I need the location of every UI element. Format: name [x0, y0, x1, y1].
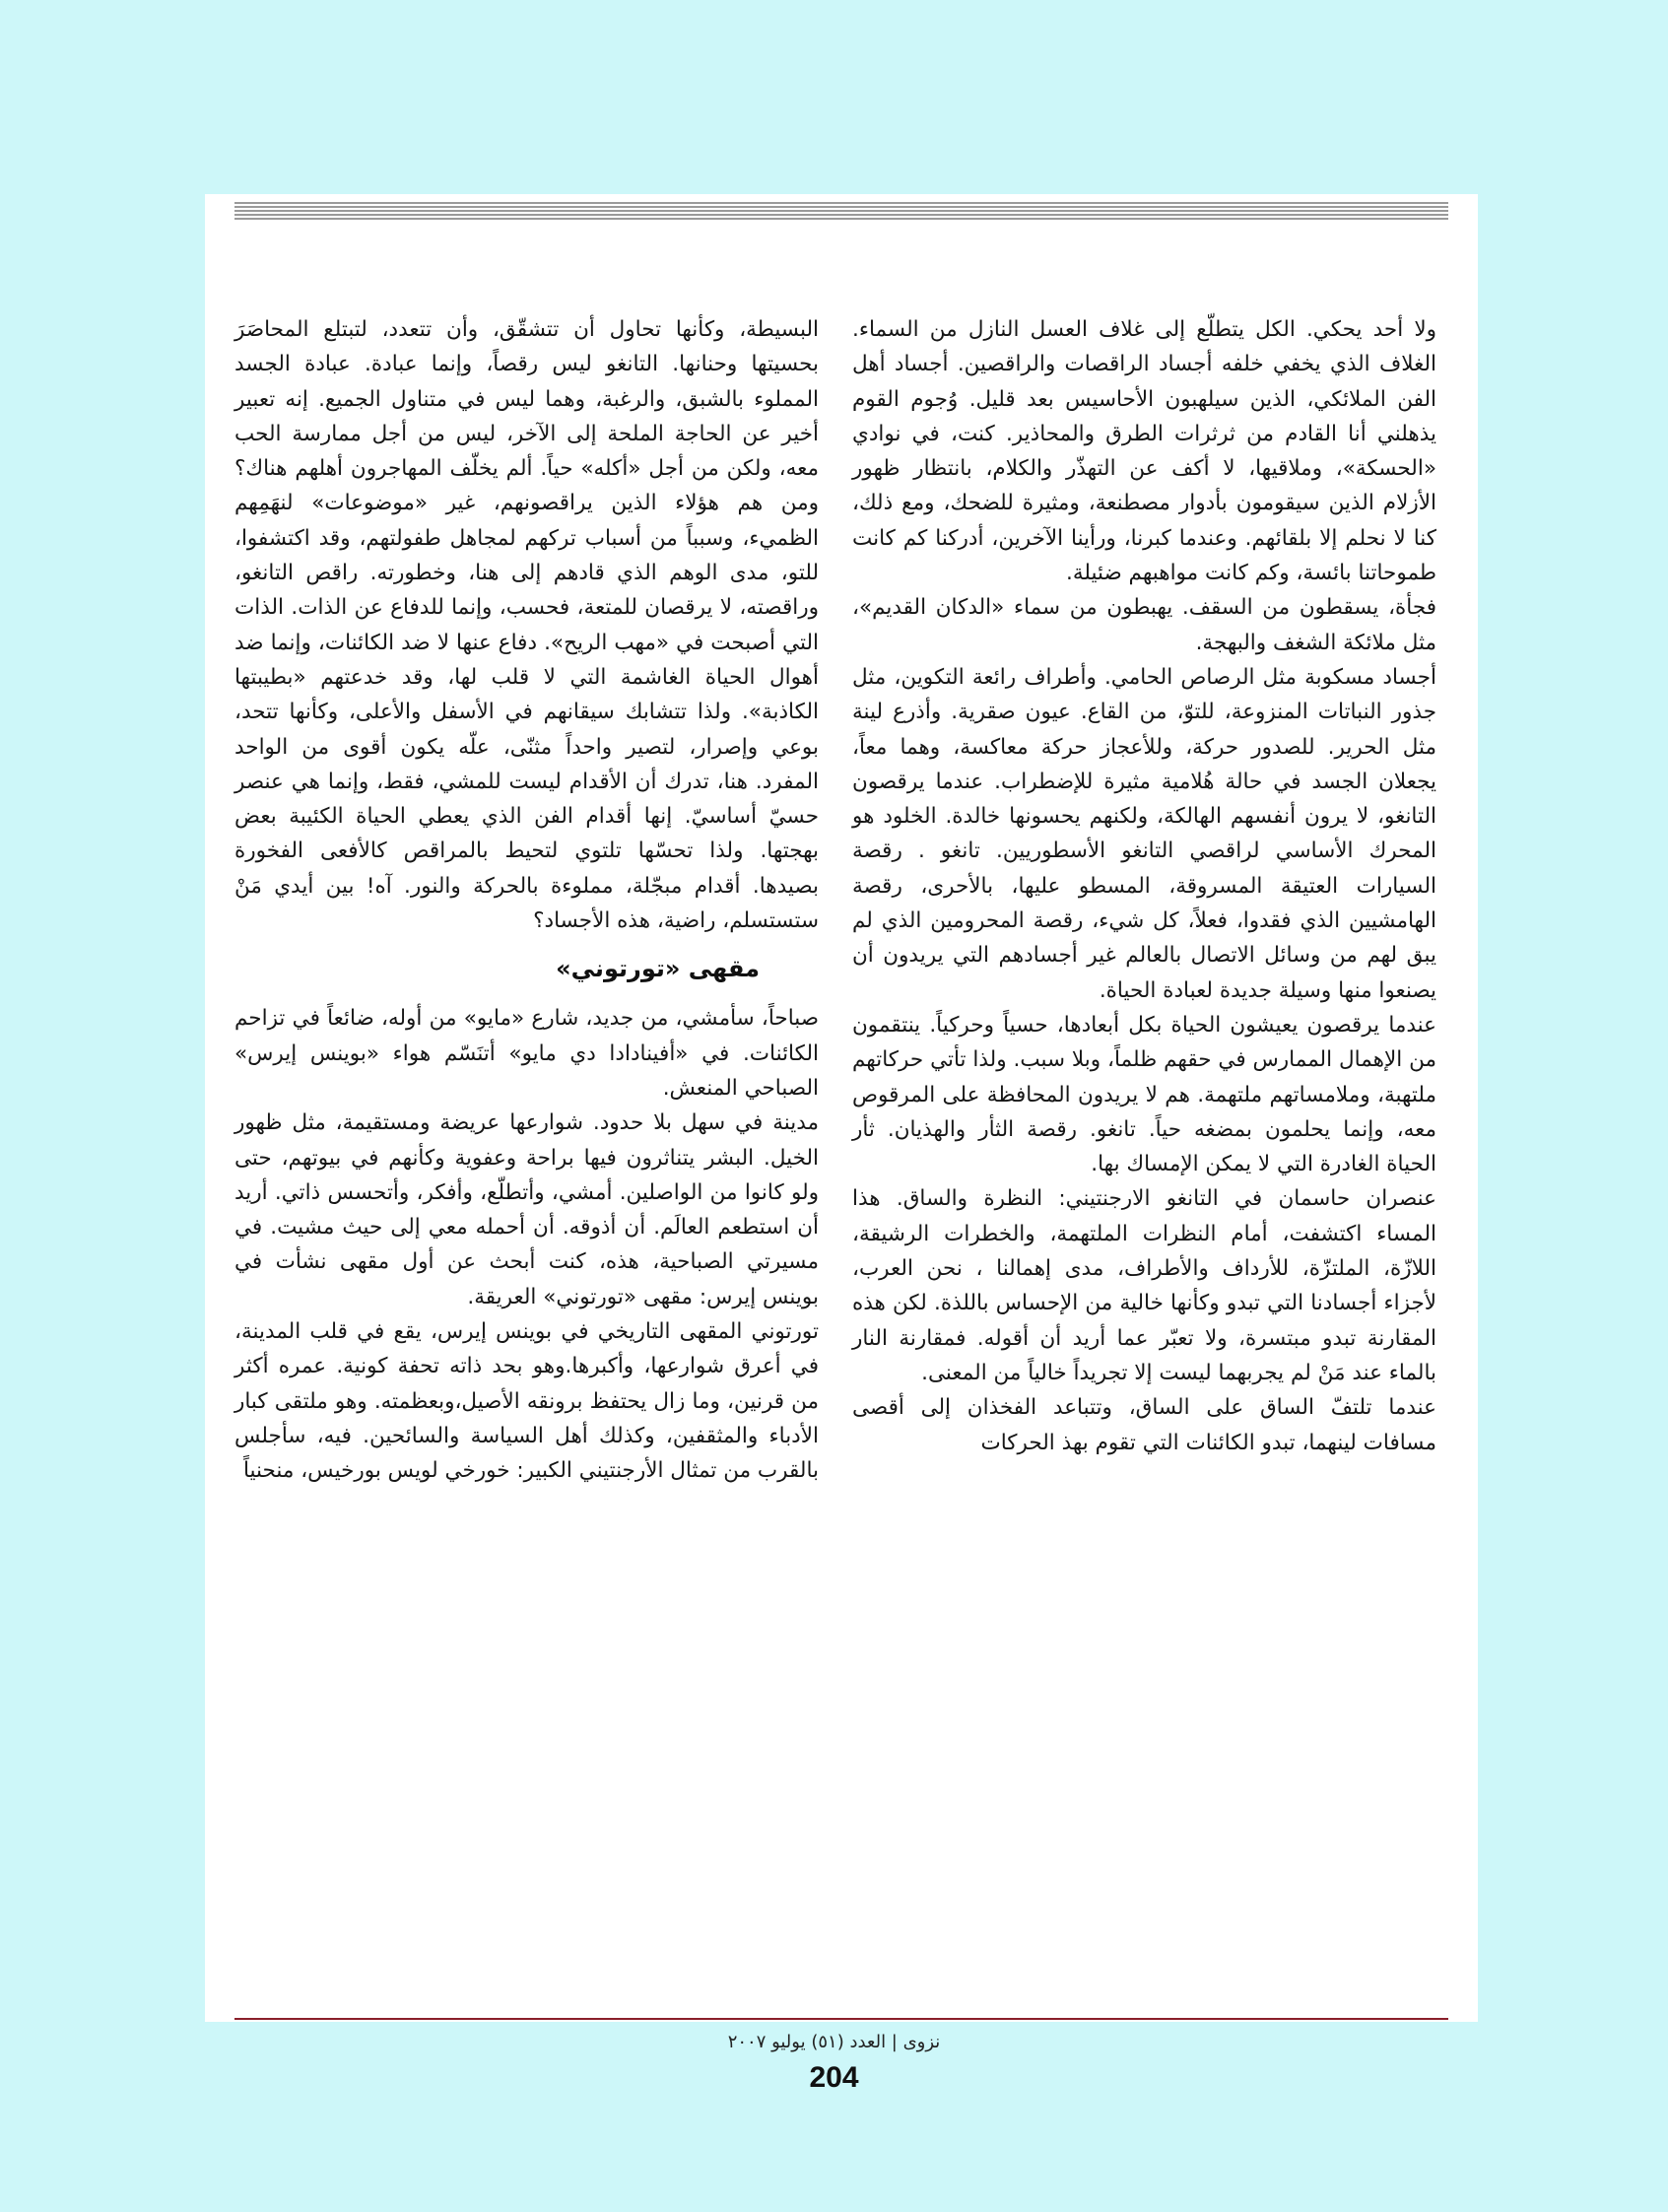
paragraph: عنصران حاسمان في التانغو الارجنتيني: النظرة والساق. هذا المساء اكتشفت، أمام النظرات الملتهمة، والخطرات الرشيقة، اللازّة، الملتزّة، للأرداف والأطراف، مدى إهمالنا ، نحن العرب، لأجزاء أجسادنا التي تبدو وكأنها خالية من الإحساس باللذة. لكن هذه المقارنة تبدو مبتسرة، ولا تعبّر عما أريد أن أقوله. فمقارنة النار بالماء عند مَنْ لم يجربهما ليست إلا تجريداً خالياً من المعنى.: [852, 1186, 1436, 1385]
paragraph: فجأة، يسقطون من السقف. يهبطون من سماء «الدكان القديم»، مثل ملائكة الشغف والبهجة.: [852, 595, 1436, 655]
paragraph: البسيطة، وكأنها تحاول أن تتشقّق، وأن تتعدد، لتبتلع المحاصَرَ بحسيتها وحنانها. التانغو ليس رقصاً، وإنما عبادة. عبادة الجسد المملوء بالشبق، والرغبة، وهما ليس في متناول الجميع. إنه تعبير أخير عن الحاجة الملحة إلى الآخر، ليس من أجل ممارسة الحب معه، ولكن من أجل «أكله» حياً. ألم يخلّف المهاجرون أهلهم هناك؟ ومن هم هؤلاء الذين يراقصونهم، غير «موضوعات» لنهَمِهم الظميء، وسبباً من أسباب تركهم لمجاهل طفولتهم، وقد اكتشفوا، للتو، مدى الوهم الذي قادهم إلى هنا، وخطورته. راقص التانغو، وراقصته، لا يرقصان للمتعة، فحسب، وإنما للدفاع عن الذات. الذات التي أصبحت في «مهب الريح». دفاع عنها لا ضد الكائنات، وإنما ضد أهوال الحياة الغاشمة التي لا قلب لها، وقد خدعتهم «بطيبتها الكاذبة». ولذا تتشابك سيقانهم في الأسفل والأعلى، وكأنها تتحد، بوعي وإصرار، لتصير واحداً مثنّى، علّه يكون أقوى من الواحد المفرد. هنا، تدرك أن الأقدام ليست للمشي، فقط، وإنما هي عنصر حسيّ أساسيّ. إنها أقدام الفن الذي يعطي الحياة الكئيبة بعض بهجتها. ولذا تحسّها تلتوي لتحيط بالمراقص كالأفعى الفخورة بصيدها. أقدام مبجّلة، مملوءة بالحركة والنور. آه! بين أيدي مَنْ ستستسلم، راضية، هذه الأجساد؟: [234, 317, 819, 934]
paragraph: عندما يرقصون يعيشون الحياة بكل أبعادها، حسياً وحركياً. ينتقمون من الإهمال الممارس في حقهم ظلماً، وبلا سبب. ولذا تأتي حركاتهم ملتهبة، وملامساتهم ملتهمة. هم لا يريدون المحافظة على المرقوص معه، وإنما يحلمون بمضغه حياً. تانغو. رقصة الثأر والهذيان. ثأر الحياة الغادرة التي لا يمكن الإمساك بها.: [852, 1012, 1436, 1177]
left-text-column: [234, 312, 819, 1489]
header-decorative-rules: [234, 202, 1448, 220]
right-text-column: [852, 312, 1436, 1460]
paragraph: تورتوني المقهى التاريخي في بوينس إيرس، يقع في قلب المدينة، في أعرق شوارعها، وأكبرها.وهو بحد ذاته تحفة كونية. عمره أكثر من قرنين، وما زال يحتفظ برونقه الأصيل،وبعظمته. وهو ملتقى كبار الأدباء والمثقفين، وكذلك أهل السياسة والسائحين. فيه، سأجلس بالقرب من تمثال الأرجنتيني الكبير: خورخي لويس بورخيس، منحنياً: [234, 1319, 819, 1484]
paragraph: عندما تلتفّ الساق على الساق، وتتباعد الفخذان إلى أقصى مسافات لينهما، تبدو الكائنات التي تقوم بهذ الحركات: [852, 1395, 1436, 1455]
issue-info: نزوى | العدد (٥١) يوليو ٢٠٠٧: [727, 2032, 941, 2052]
footer-divider: [234, 2018, 1448, 2020]
paragraph: ولا أحد يحكي. الكل يتطلّع إلى غلاف العسل النازل من السماء. الغلاف الذي يخفي خلفه أجساد الراقصات والراقصين. أجساد أهل الفن الملائكي، الذين سيلهبون الأحاسيس بعد قليل. وُجوم القوم يذهلني أنا القادم من ثرثرات الطرق والمحاذير. كنت، في نوادي «الحسكة»، وملاقيها، لا أكف عن التهذّر والكلام، بانتظار ظهور الأزلام الذين سيقومون بأدوار مصطنعة، ومثيرة للضحك، ومع ذلك، كنا لا نحلم إلا بلقائهم. وعندما كبرنا، ورأينا الآخرين، أدركنا كم كانت طموحاتنا بائسة، وكم كانت مواهبهم ضئيلة.: [852, 317, 1436, 586]
paragraph: صباحاً، سأمشي، من جديد، شارع «مايو» من أوله، ضائعاً في تزاحم الكائنات. في «أفينادادا دي مايو» أتنَسّم هواء «بوينس إيرس» الصباحي المنعش.: [234, 1006, 819, 1101]
magazine-page: [205, 194, 1478, 2022]
paragraph: أجساد مسكوبة مثل الرصاص الحامي. وأطراف رائعة التكوين، مثل جذور النباتات المنزوعة، للتوّ، من القاع. عيون صقرية. وأذرع لينة مثل الحرير. للصدور حركة، وللأعجاز حركة معاكسة، وهما معاً، يجعلان الجسد في حالة هُلامية مثيرة للإضطراب. عندما يرقصون التانغو، لا يرون أنفسهم الهالكة، ولكنهم يحسونها خالدة. الخلود هو المحرك الأساسي لراقصي التانغو الأسطوريين. تانغو . رقصة السيارات العتيقة المسروقة، المسطو عليها، بالأحرى، رقصة الهامشيين الذي فقدوا، فعلاً، كل شيء، رقصة المحرومين الذي لم يبق لهم من وسائل الاتصال بالعالم غير أجسادهم التي يريدون أن يصنعوا منها وسيلة جديدة لعبادة الحياة.: [852, 664, 1436, 1003]
section-heading: مقهى «تورتوني»: [556, 955, 760, 983]
page-number: 204: [809, 2061, 859, 2094]
paragraph: مدينة في سهل بلا حدود. شوارعها عريضة ومستقيمة، مثل ظهور الخيل. البشر يتناثرون فيها براحة وعفوية وكأنهم في بيوتهم، حتى ولو كانوا من الواصلين. أمشي، وأتطلّع، وأفكر، وأتحسس ذاتي. أريد أن استطعم العالَم. أن أذوقه. أن أحمله معي إلى حيث مشيت. في مسيرتي الصباحية، هذه، كنت أبحث عن أول مقهى نشأت في بوينس إيرس: مقهى «تورتوني» العريقة.: [234, 1110, 819, 1309]
